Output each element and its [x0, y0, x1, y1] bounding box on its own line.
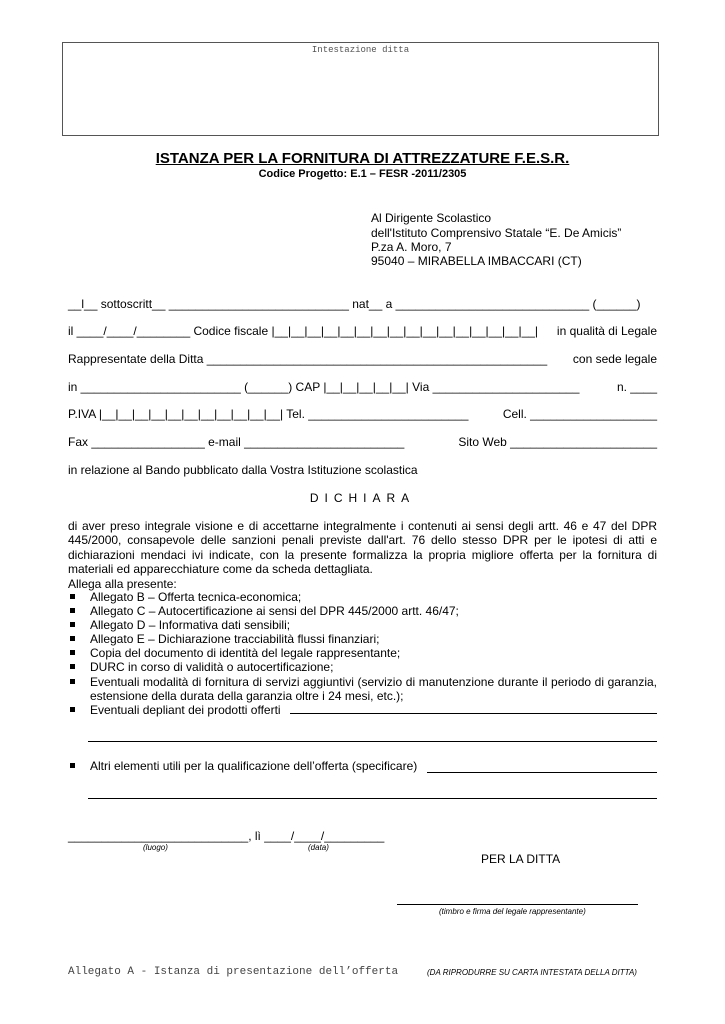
- declaration-text: di aver preso integrale visione e di accettarne integralmente i contenuti ai sensi degli artt. 46 e 47 del DPR 445/2000, consapevole delle sanzioni penali previste dall'art. 76 dello stesso DPR per le ipotesi di atti e dichiarazioni mendaci ivi indicate, con la presente formalizza la propria migliore offerta per la fornitura di materiali ed apparecchiature come da scheda dettagliata.: [68, 519, 657, 577]
- depliant-fill-line-2[interactable]: [88, 741, 657, 742]
- declaration-paragraph: [68, 519, 657, 591]
- mobile-field[interactable]: Cell. ___________________: [502, 407, 657, 421]
- letterhead-box: [62, 42, 659, 136]
- footer-document-name: Allegato A - Istanza di presentazione dell’offerta: [68, 966, 399, 978]
- list-item: Allegato E – Dichiarazione tracciabilità flussi finanziari;: [68, 632, 657, 646]
- legal-seat-label: con sede legale: [572, 352, 657, 366]
- list-item: Allegato B – Offerta tecnica-economica;: [68, 590, 657, 604]
- fax-email-field[interactable]: Fax _________________ e-mail ________________________: [68, 435, 405, 449]
- role-label: in qualità di Legale: [556, 324, 657, 338]
- list-item: DURC in corso di validità o autocertificazione;: [68, 660, 657, 674]
- tender-reference: in relazione al Bando pubblicato dalla Vostra Istituzione scolastica: [68, 463, 418, 477]
- website-field[interactable]: Sito Web ______________________: [458, 435, 657, 449]
- other-elements-fill-line[interactable]: [427, 772, 657, 773]
- per-la-ditta-label: PER LA DITTA: [481, 852, 561, 866]
- attachments-intro: Allega alla presente:: [68, 576, 177, 591]
- other-elements-fill-line-2[interactable]: [88, 798, 657, 799]
- project-code: Codice Progetto: E.1 – FESR -2011/2305: [258, 168, 467, 180]
- recipient-line: dell'Istituto Comprensivo Statale “E. De Amicis”: [371, 226, 622, 240]
- depliant-fill-line[interactable]: [290, 713, 657, 714]
- declaration-heading: DICHIARA: [309, 491, 416, 505]
- place-caption: (luogo): [143, 843, 168, 852]
- list-item: Allegato D – Informativa dati sensibili;: [68, 618, 657, 632]
- form-row-address: [68, 380, 657, 394]
- birth-and-fiscal-code-field[interactable]: il ____/____/________ Codice fiscale |__|__|__|__|__|__|__|__|__|__|__|__|__|__|__|__|: [68, 324, 539, 338]
- address-field[interactable]: in ________________________ (______) CAP |__|__|__|__|__| Via ______________________: [68, 380, 580, 394]
- form-row-contacts: [68, 435, 657, 449]
- date-caption: (data): [308, 843, 329, 852]
- vat-phone-field[interactable]: P.IVA |__|__|__|__|__|__|__|__|__|__|__| Tel. ________________________: [68, 407, 469, 421]
- signature-line[interactable]: [397, 904, 638, 905]
- list-item: Allegato C – Autocertificazione ai sensi del DPR 445/2000 artt. 46/47;: [68, 604, 657, 618]
- list-item: Copia del documento di identità del legale rappresentante;: [68, 646, 657, 660]
- form-row-birth: [68, 324, 657, 338]
- signature-caption: (timbro e firma del legale rappresentante): [439, 907, 586, 916]
- bullet-icon: [70, 763, 75, 768]
- letterhead-label: Intestazione ditta: [311, 45, 410, 55]
- other-elements-label: Altri elementi utili per la qualificazione dell’offerta (specificare): [90, 759, 418, 773]
- recipient-line: Al Dirigente Scolastico: [371, 211, 492, 225]
- street-number-field[interactable]: n. ____: [616, 380, 657, 394]
- form-row-vat: [68, 407, 657, 421]
- document-title: ISTANZA PER LA FORNITURA DI ATTREZZATURE F.E.S.R.: [155, 150, 570, 167]
- company-field[interactable]: Rappresentate della Ditta ___________________________________________________: [68, 352, 548, 366]
- list-item: Eventuali modalità di fornitura di servizi aggiuntivi (servizio di manutenzione durante il periodo di garanzia, estensione della durata della garanzia oltre i 24 mesi, etc.);: [68, 675, 657, 703]
- recipient-line: 95040 – MIRABELLA IMBACCARI (CT): [371, 254, 582, 268]
- form-row-company: [68, 352, 657, 366]
- place-date-field[interactable]: ___________________________, lì ____/____/_________: [68, 829, 385, 843]
- recipient-line: P.za A. Moro, 7: [371, 240, 452, 254]
- attachments-list: [68, 590, 657, 717]
- footer-note: (DA RIPRODURRE SU CARTA INTESTATA DELLA DITTA): [427, 968, 637, 977]
- list-item: Eventuali depliant dei prodotti offerti: [68, 703, 657, 717]
- form-row-name[interactable]: __l__ sottoscritt__ ___________________________ nat__ a _____________________________ (______): [68, 297, 641, 311]
